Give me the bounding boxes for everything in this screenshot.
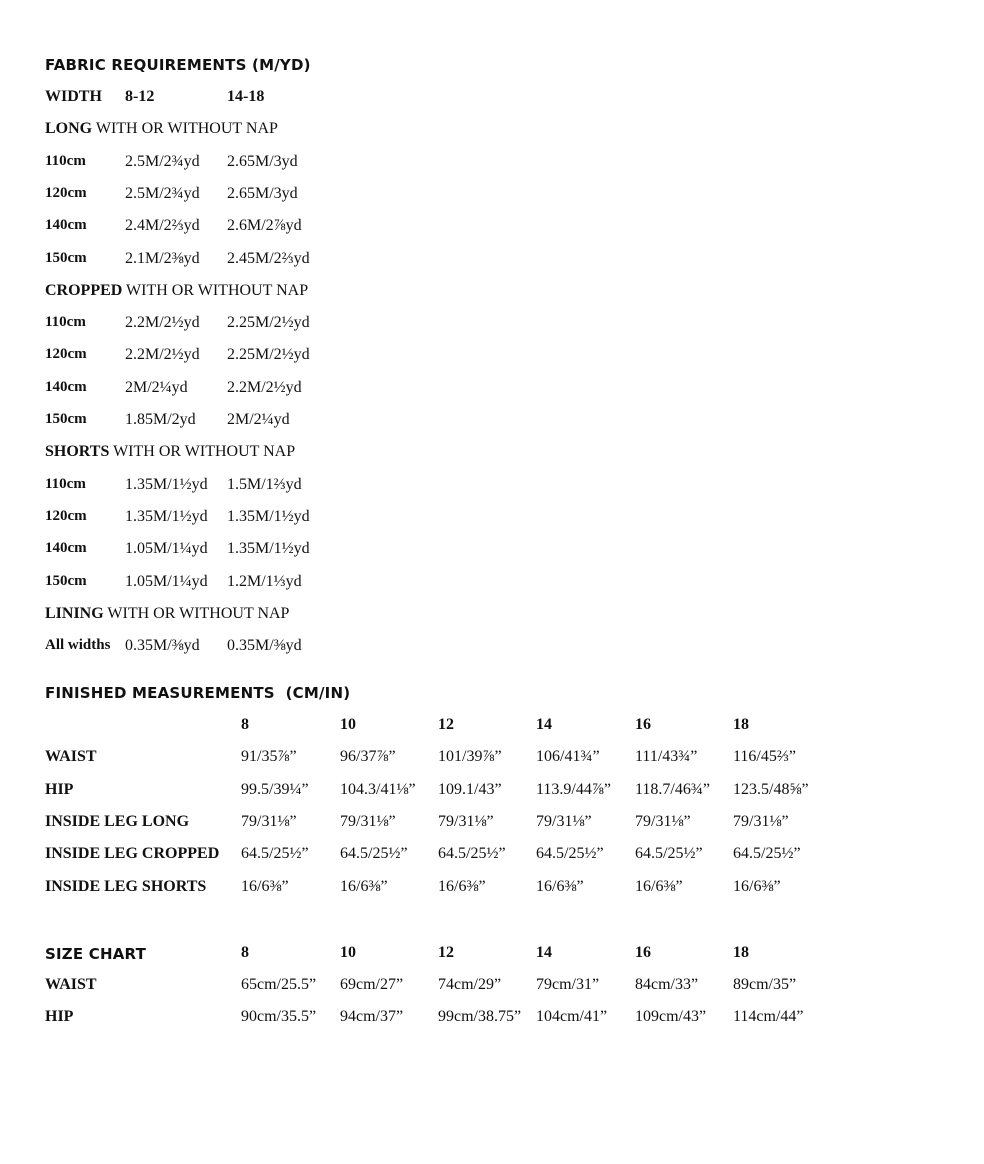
measurement-value: 99cm/38.75” (438, 1008, 522, 1026)
table-row (45, 573, 945, 595)
measurement-value: 111/43¾” (635, 748, 698, 766)
yardage-value: 2.25M/2½yd (227, 314, 310, 332)
measurement-label: INSIDE LEG LONG (45, 812, 190, 830)
size-header: 16 (635, 716, 651, 733)
size-header: 14 (536, 716, 552, 733)
measurement-value: 64.5/25½” (241, 845, 309, 863)
measurement-value: 74cm/29” (438, 976, 502, 993)
yardage-value: 2.2M/2½yd (125, 346, 200, 364)
fabric-width: 150cm (45, 249, 87, 266)
fabric-group-heading (45, 443, 945, 465)
measurement-value: 64.5/25½” (635, 845, 703, 863)
measurement-value: 94cm/37” (340, 1008, 404, 1026)
group-suffix: WITH OR WITHOUT NAP (109, 443, 296, 461)
table-row (45, 217, 945, 239)
yardage-value: 2.2M/2½yd (227, 378, 302, 396)
measurement-value: 109.1/43” (438, 780, 502, 798)
measurement-value: 79/31⅛” (733, 812, 789, 830)
size-header: 10 (340, 716, 356, 733)
measurement-label: WAIST (45, 748, 97, 766)
size-range-header: 8-12 (125, 88, 155, 105)
table-row (45, 845, 945, 867)
table-row (45, 185, 945, 207)
table-row (45, 508, 945, 530)
measurement-value: 64.5/25½” (340, 845, 408, 863)
table-header-row (45, 716, 945, 738)
yardage-value: 2.65M/3yd (227, 152, 298, 170)
yardage-value: 2M/2¼yd (125, 378, 188, 396)
size-header: 18 (733, 944, 749, 961)
measurement-value: 101/39⅞” (438, 748, 502, 766)
measurement-value: 79/31⅛” (536, 812, 592, 830)
measurement-label: HIP (45, 780, 74, 798)
fabric-width: 110cm (45, 475, 86, 492)
yardage-value: 2.6M/2⅞yd (227, 217, 302, 235)
fabric-width: 140cm (45, 378, 87, 395)
table-row (45, 346, 945, 368)
size-header: 8 (241, 716, 249, 733)
measurement-label: HIP (45, 1008, 74, 1026)
table-row (45, 748, 945, 770)
table-row (45, 976, 945, 998)
yardage-value: 1.35M/1½yd (125, 475, 208, 493)
size-header: 14 (536, 944, 552, 961)
group-suffix: WITH OR WITHOUT NAP (92, 120, 278, 138)
yardage-value: 1.35M/1½yd (227, 507, 310, 525)
yardage-value: 2.25M/2½yd (227, 346, 310, 364)
section-title: FINISHED MEASUREMENTS (CM/IN) (45, 684, 351, 702)
measurement-value: 65cm/25.5” (241, 976, 317, 993)
fabric-width: 140cm (45, 540, 87, 557)
yardage-value: 1.35M/1½yd (227, 540, 310, 558)
measurement-label: WAIST (45, 976, 97, 993)
measurement-value: 79/31⅛” (241, 812, 297, 830)
fabric-group-heading (45, 120, 945, 142)
table-row (45, 250, 945, 272)
size-header: 10 (340, 944, 356, 961)
group-suffix: WITH OR WITHOUT NAP (122, 281, 309, 299)
size-header: 18 (733, 716, 749, 733)
size-header: 8 (241, 944, 249, 961)
measurement-value: 79/31⅛” (438, 812, 494, 830)
measurement-value: 16/6⅜” (241, 877, 289, 895)
section-title: FABRIC REQUIREMENTS (M/YD) (45, 56, 311, 74)
table-row (45, 781, 945, 803)
table-header-row (45, 88, 945, 110)
group-suffix: WITH OR WITHOUT NAP (103, 604, 290, 622)
size-header: 12 (438, 944, 454, 961)
yardage-value: 2.45M/2⅔yd (227, 249, 310, 267)
measurement-value: 79/31⅛” (340, 812, 396, 830)
table-row (45, 540, 945, 562)
measurement-value: 91/35⅞” (241, 748, 297, 766)
measurement-value: 64.5/25½” (536, 845, 604, 863)
fabric-width: 150cm (45, 572, 87, 589)
yardage-value: 2.2M/2½yd (125, 314, 200, 332)
yardage-value: 1.5M/1⅔yd (227, 475, 302, 493)
yardage-value: 2M/2¼yd (227, 411, 290, 428)
yardage-value: 2.4M/2⅔yd (125, 217, 200, 235)
measurement-value: 104cm/41” (536, 1008, 608, 1026)
measurement-value: 90cm/35.5” (241, 1008, 317, 1026)
measurement-value: 16/6⅜” (438, 877, 486, 895)
yardage-value: 0.35M/⅜yd (125, 637, 200, 655)
measurement-value: 84cm/33” (635, 976, 699, 993)
table-header-row (45, 944, 945, 966)
table-row (45, 411, 945, 433)
group-name: LONG (45, 120, 93, 138)
table-row (45, 379, 945, 401)
fabric-group-heading (45, 282, 945, 304)
measurement-value: 99.5/39¼” (241, 780, 309, 798)
table-row (45, 637, 945, 659)
measurement-value: 114cm/44” (733, 1008, 804, 1026)
fabric-width: 120cm (45, 184, 87, 201)
yardage-value: 2.1M/2⅜yd (125, 249, 200, 267)
table-row (45, 878, 945, 900)
yardage-value: 1.2M/1⅓yd (227, 572, 302, 590)
measurement-value: 89cm/35” (733, 976, 797, 993)
table-row (45, 476, 945, 498)
table-row (45, 813, 945, 835)
measurement-value: 106/41¾” (536, 748, 600, 766)
measurement-value: 116/45⅔” (733, 748, 796, 766)
size-header: 12 (438, 716, 454, 733)
measurement-value: 16/6⅜” (340, 877, 388, 895)
group-name: LINING (45, 604, 104, 622)
fabric-width: 110cm (45, 152, 86, 169)
yardage-value: 1.35M/1½yd (125, 507, 208, 525)
yardage-value: 2.5M/2¾yd (125, 152, 200, 170)
measurement-value: 96/37⅞” (340, 748, 396, 766)
measurement-value: 118.7/46¾” (635, 780, 710, 798)
measurement-value: 113.9/44⅞” (536, 780, 611, 798)
measurement-value: 79cm/31” (536, 976, 600, 993)
yardage-value: 2.5M/2¾yd (125, 184, 200, 202)
measurement-value: 16/6⅜” (635, 877, 683, 895)
measurement-value: 64.5/25½” (733, 845, 801, 863)
fabric-width: All widths (45, 637, 111, 654)
group-name: SHORTS (45, 443, 110, 461)
measurement-value: 109cm/43” (635, 1008, 707, 1026)
table-row (45, 1008, 945, 1030)
measurement-label: INSIDE LEG CROPPED (45, 845, 220, 863)
group-name: CROPPED (45, 281, 123, 299)
measurement-value: 16/6⅜” (536, 877, 584, 895)
yardage-value: 1.05M/1¼yd (125, 572, 208, 590)
table-row (45, 153, 945, 175)
size-header: 16 (635, 944, 651, 961)
fabric-width: 120cm (45, 507, 87, 524)
yardage-value: 1.85M/2yd (125, 411, 196, 428)
width-header: WIDTH (45, 88, 102, 105)
section-title: SIZE CHART (45, 945, 147, 963)
measurement-value: 79/31⅛” (635, 812, 691, 830)
fabric-width: 150cm (45, 411, 87, 427)
measurement-value: 123.5/48⅝” (733, 780, 809, 798)
fabric-group-heading (45, 605, 945, 627)
yardage-value: 2.65M/3yd (227, 184, 298, 202)
fabric-width: 120cm (45, 346, 87, 363)
table-row (45, 314, 945, 336)
measurement-value: 69cm/27” (340, 976, 404, 993)
fabric-width: 110cm (45, 314, 86, 331)
size-range-header: 14-18 (227, 88, 265, 105)
fabric-width: 140cm (45, 217, 87, 234)
measurement-value: 104.3/41⅛” (340, 780, 416, 798)
measurement-value: 16/6⅜” (733, 877, 781, 895)
measurement-value: 64.5/25½” (438, 845, 506, 863)
measurement-label: INSIDE LEG SHORTS (45, 877, 207, 895)
yardage-value: 1.05M/1¼yd (125, 540, 208, 558)
yardage-value: 0.35M/⅜yd (227, 637, 302, 655)
